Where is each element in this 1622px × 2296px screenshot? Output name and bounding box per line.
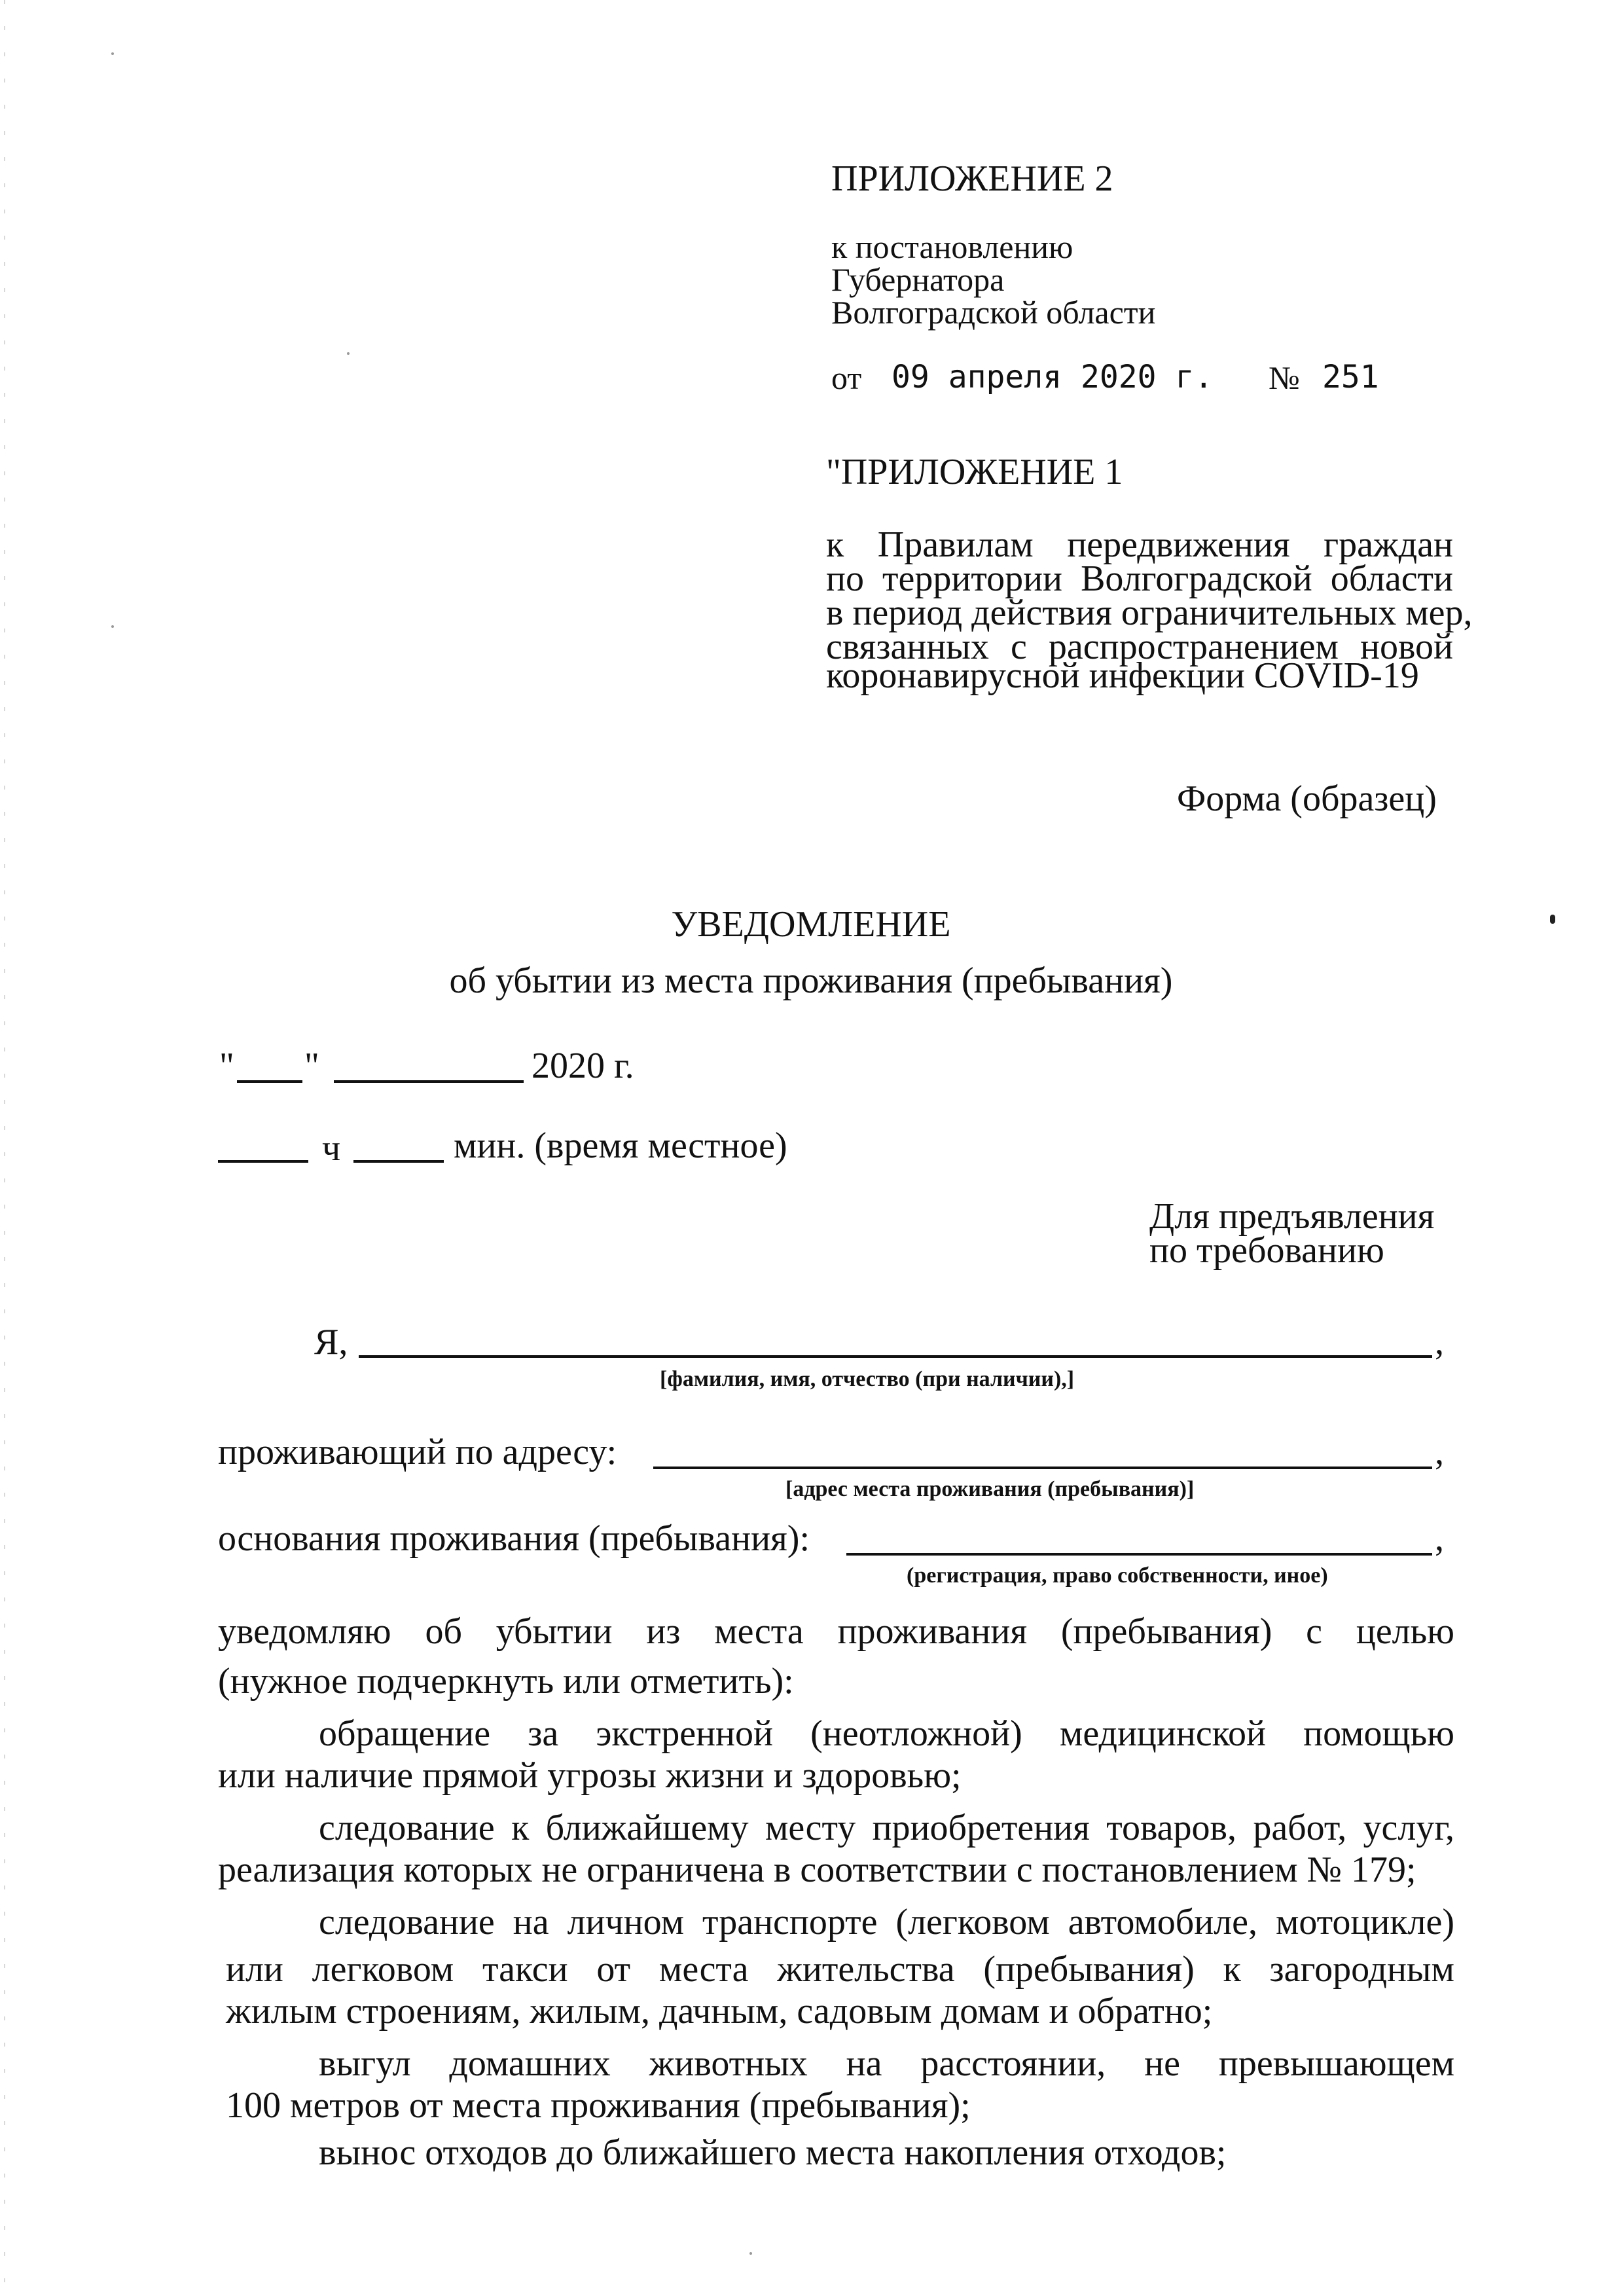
scan-edge [4,0,5,2296]
intro-line-1: уведомляю об убытии из места проживания (пребывания) с целью [218,1611,1454,1652]
scan-speck [749,2252,752,2255]
scan-speck [1550,915,1555,924]
presentation-line-1: Для предъявления [1149,1196,1435,1237]
appendix-heading: ПРИЛОЖЕНИЕ 2 [831,158,1113,199]
date-quote-close: " [304,1046,319,1086]
scan-speck [347,352,350,355]
address-blank [653,1467,1432,1469]
basis-suffix: , [1435,1518,1444,1559]
item1-line-2: или наличие прямой угрозы жизни и здоровью; [218,1755,962,1796]
minutes-label: мин. (время местное) [454,1125,787,1166]
hours-label: ч [322,1128,341,1169]
resolution-number: 251 [1322,359,1379,395]
appendix1-line-2: по территории Волгоградской области [826,558,1453,599]
form-sample-label: Форма (образец) [1177,778,1437,819]
resolution-line-2: Губернатора [831,261,1005,298]
appendix1-line-1: к Правилам передвижения граждан [826,524,1453,565]
date-quote-open: " [219,1046,234,1086]
item2-line-1: следование к ближайшему месту приобретения товаров, работ, услуг, [319,1808,1454,1848]
document-title: УВЕДОМЛЕНИЕ [671,904,951,945]
appendix1-heading: "ПРИЛОЖЕНИЕ 1 [826,452,1123,492]
scan-speck [111,625,114,628]
month-blank [334,1080,524,1083]
name-suffix: , [1435,1322,1444,1362]
item3-line-3: жилым строениям, жилым, дачным, садовым домам и обратно; [226,1991,1213,2032]
appendix1-line-4: связанных с распространением новой [826,627,1453,667]
address-suffix: , [1435,1432,1444,1472]
appendix1-line-3: в период действия ограничительных мер, [826,592,1473,633]
date-prefix: от [831,359,862,396]
name-blank [359,1355,1432,1358]
item2-line-2: реализация которых не ограничена в соответствии с постановлением № 179; [218,1850,1416,1890]
item1-line-1: обращение за экстренной (неотложной) медицинской помощью [319,1713,1454,1754]
intro-line-2: (нужное подчеркнуть или отметить): [218,1661,794,1702]
scan-speck [111,52,114,55]
address-label: проживающий по адресу: [218,1432,617,1472]
resolution-line-1: к постановлению [831,228,1073,265]
appendix1-line-5: коронавирусной инфекции COVID-19 [826,655,1419,696]
minutes-blank [353,1160,444,1163]
name-prefix: Я, [314,1322,348,1362]
item3-line-1: следование на личном транспорте (легковом автомобиле, мотоцикле) [319,1902,1454,1942]
basis-label: основания проживания (пребывания): [218,1518,810,1559]
name-hint: [фамилия, имя, отчество (при наличии),] [660,1367,1075,1391]
item4-line-2: 100 метров от места проживания (пребывания); [226,2085,971,2126]
basis-blank [846,1553,1432,1556]
day-blank [237,1080,302,1083]
item4-line-1: выгул домашних животных на расстоянии, не превышающем [319,2043,1454,2084]
year-label: 2020 г. [532,1046,634,1086]
resolution-date: 09 апреля 2020 г. [892,359,1214,395]
basis-hint: (регистрация, право собственности, иное) [907,1563,1328,1588]
item5-line-1: вынос отходов до ближайшего места накопления отходов; [319,2132,1227,2173]
hours-blank [218,1160,308,1163]
resolution-line-3: Волгоградской области [831,294,1156,331]
document-subtitle: об убытии из места проживания (пребывания) [449,960,1173,1001]
presentation-line-2: по требованию [1149,1230,1384,1271]
item3-line-2: или легковом такси от места жительства (пребывания) к загородным [226,1949,1454,1990]
address-hint: [адрес места проживания (пребывания)] [785,1477,1195,1501]
number-sign: № [1269,359,1300,396]
